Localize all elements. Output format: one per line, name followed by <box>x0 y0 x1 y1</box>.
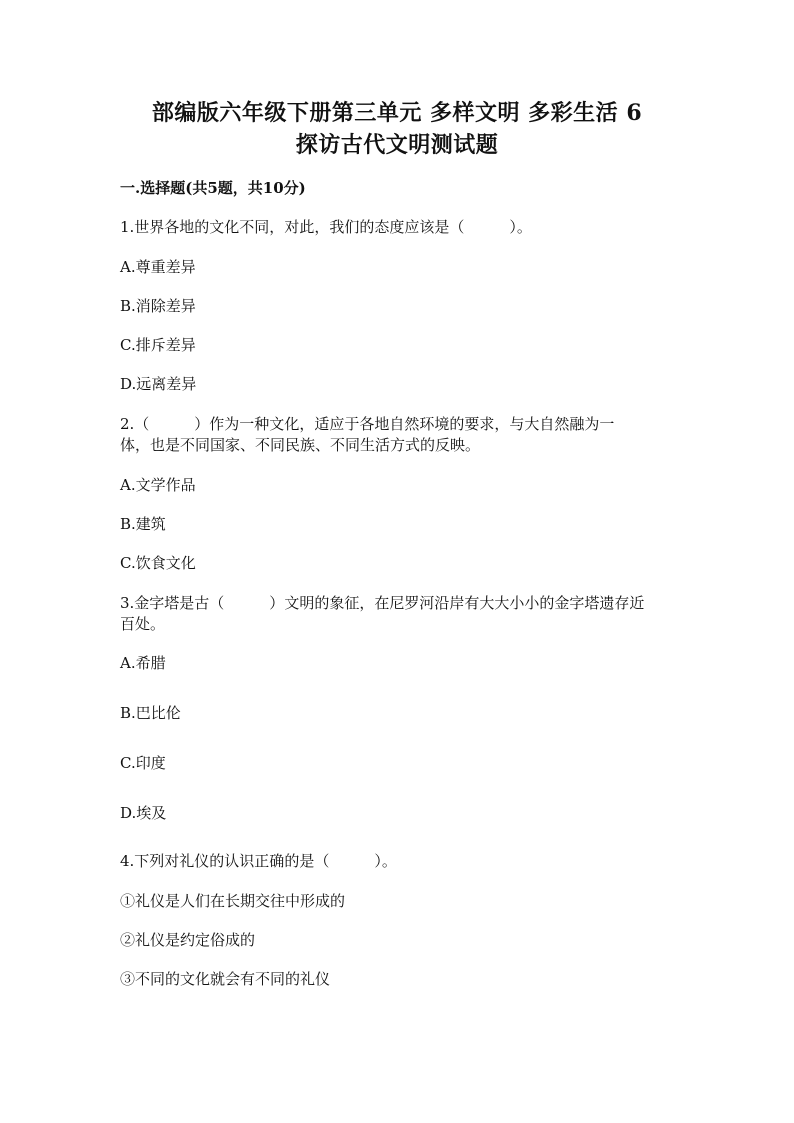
section-heading: 一.选择题(共5题，共10分) <box>120 179 306 197</box>
question-3-option-b: B.巴比伦 <box>120 704 181 722</box>
question-3-option-c: C.印度 <box>120 754 166 772</box>
question-2-stem-line-1: 2.（ ）作为一种文化，适应于各地自然环境的要求，与大自然融为一 <box>120 415 615 433</box>
document-title-line-2: 探访古代文明测试题 <box>295 132 499 158</box>
question-1-option-b: B.消除差异 <box>120 297 196 315</box>
question-4-statement-2: ②礼仪是约定俗成的 <box>120 931 256 949</box>
question-1-stem: 1.世界各地的文化不同，对此，我们的态度应该是（ ）。 <box>120 218 532 236</box>
question-3-stem-line-1: 3.金字塔是古（ ）文明的象征，在尼罗河沿岸有大大小小的金字塔遗存近 <box>120 594 645 612</box>
question-2-option-a: A.文学作品 <box>120 476 196 494</box>
question-2-option-c: C.饮食文化 <box>120 554 196 572</box>
question-4-statement-1: ①礼仪是人们在长期交往中形成的 <box>120 892 346 910</box>
question-2-option-b: B.建筑 <box>120 515 166 533</box>
question-4-stem: 4.下列对礼仪的认识正确的是（ ）。 <box>120 852 397 870</box>
question-3-stem-line-2: 百处。 <box>120 615 166 633</box>
question-1-option-c: C.排斥差异 <box>120 336 196 354</box>
question-3-option-d: D.埃及 <box>120 804 167 822</box>
question-3-option-a: A.希腊 <box>120 654 166 672</box>
question-1-option-a: A.尊重差异 <box>120 258 196 276</box>
question-2-stem-line-2: 体，也是不同国家、不同民族、不同生活方式的反映。 <box>120 436 481 454</box>
document-title-line-1: 部编版六年级下册第三单元 多样文明 多彩生活 6 <box>151 100 643 126</box>
question-4-statement-3: ③不同的文化就会有不同的礼仪 <box>120 970 331 988</box>
question-1-option-d: D.远离差异 <box>120 375 197 393</box>
